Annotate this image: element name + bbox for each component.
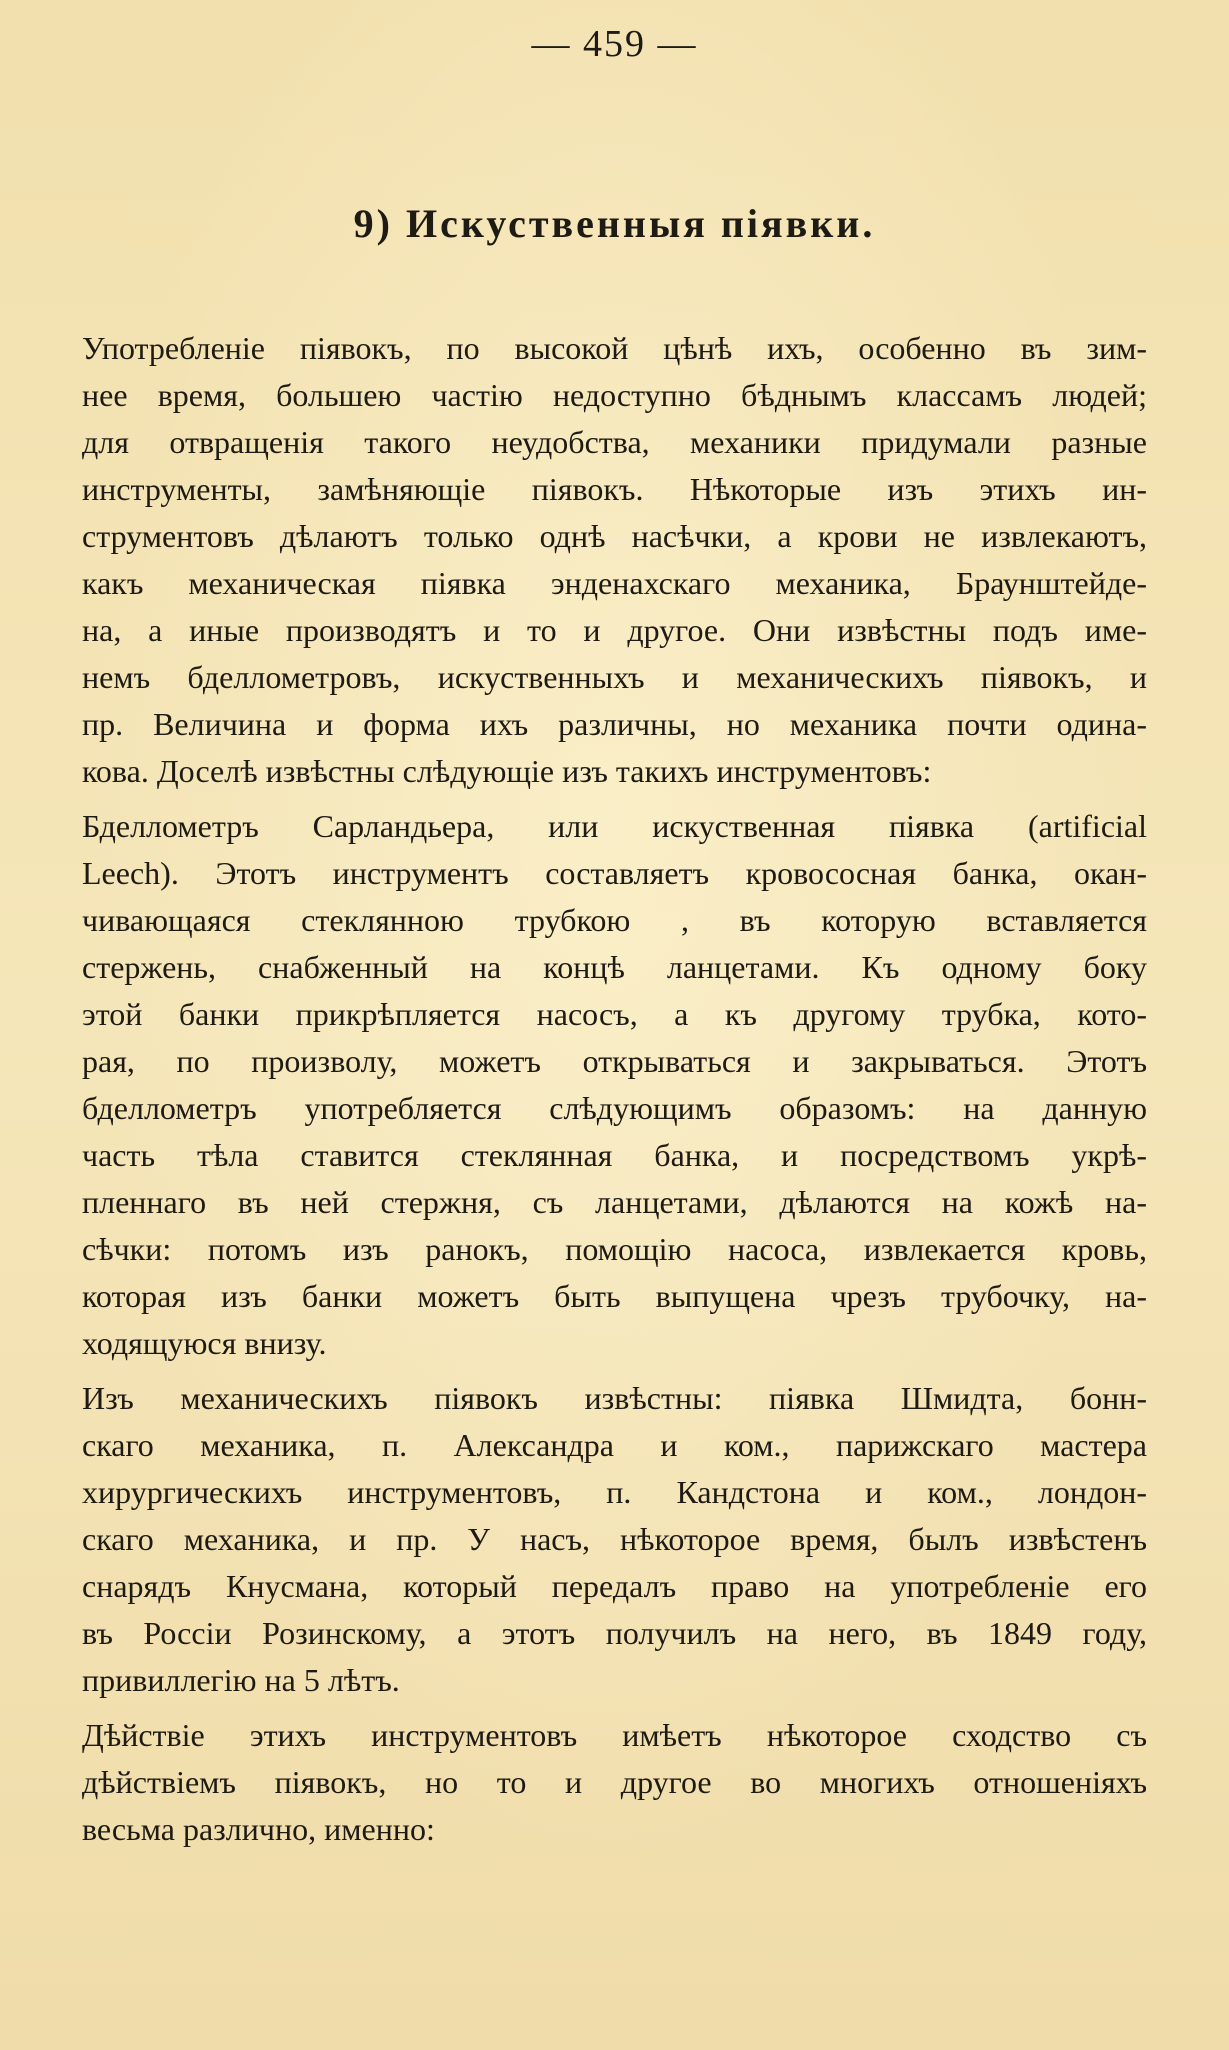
text-line: сѣчки: потомъ изъ ранокъ, помощію насоса, извлекается кровь, xyxy=(82,1231,1147,1267)
body-text xyxy=(82,325,1147,1853)
text-line: для отвращенія такого неудобства, механики придумали разные xyxy=(82,424,1147,460)
text-line: стержень, снабженный на концѣ ланцетами. Къ одному боку xyxy=(82,949,1147,985)
text-line: нее время, большею частію недоступно бѣднымъ классамъ людей; xyxy=(82,377,1147,413)
text-line: привиллегію на 5 лѣтъ. xyxy=(82,1662,400,1698)
text-line: рая, по произволу, можетъ открываться и закрываться. Этотъ xyxy=(82,1043,1147,1079)
text-line: ходящуюся внизу. xyxy=(82,1325,327,1361)
text-line: какъ механическая піявка энденахскаго механика, Браунштейде- xyxy=(82,565,1147,601)
text-line: часть тѣла ставится стеклянная банка, и посредствомъ укрѣ- xyxy=(82,1137,1147,1173)
paragraph-mechanical-leeches xyxy=(82,1375,1147,1704)
text-line: немъ бделлометровъ, искуственныхъ и механическихъ піявокъ, и xyxy=(82,659,1147,695)
page-number: — 459 — xyxy=(531,23,698,65)
section-heading: 9) Искуственныя піявки. xyxy=(353,201,876,246)
text-line: Изъ механическихъ піявокъ извѣстны: піявка Шмидта, бонн- xyxy=(82,1380,1147,1416)
paragraph-action xyxy=(82,1712,1147,1853)
text-line: которая изъ банки можетъ быть выпущена чрезъ трубочку, на- xyxy=(82,1278,1147,1314)
text-line: инструменты, замѣняющіе піявокъ. Нѣкоторые изъ этихъ ин- xyxy=(82,471,1147,507)
text-line: Бделлометръ Сарландьера, или искуственная піявка (artificial xyxy=(82,808,1147,844)
text-line: пр. Величина и форма ихъ различны, но механика почти одина- xyxy=(82,706,1147,742)
paragraph-intro xyxy=(82,325,1147,795)
text-line: Leech). Этотъ инструментъ составляетъ кровососная банка, окан- xyxy=(82,855,1147,891)
text-line: чивающаяся стеклянною трубкою , въ которую вставляется xyxy=(82,902,1147,938)
text-line: дѣйствіемъ піявокъ, но то и другое во многихъ отношеніяхъ xyxy=(82,1764,1147,1800)
text-line: кова. Доселѣ извѣстны слѣдующіе изъ такихъ инструментовъ: xyxy=(82,753,932,789)
text-line: этой банки прикрѣпляется насосъ, а къ другому трубка, кото- xyxy=(82,996,1147,1032)
text-line: скаго механика, и пр. У насъ, нѣкоторое время, былъ извѣстенъ xyxy=(82,1521,1147,1557)
text-line: бделлометръ употребляется слѣдующимъ образомъ: на данную xyxy=(82,1090,1147,1126)
text-line: пленнаго въ ней стержня, съ ланцетами, дѣлаются на кожѣ на- xyxy=(82,1184,1147,1220)
text-line: скаго механика, п. Александра и ком., парижскаго мастера xyxy=(82,1427,1147,1463)
text-line: въ Россіи Розинскому, а этотъ получилъ на него, въ 1849 году, xyxy=(82,1615,1147,1651)
text-line: снарядъ Кнусмана, который передалъ право на употребленіе его xyxy=(82,1568,1147,1604)
text-line: весьма различно, именно: xyxy=(82,1811,435,1847)
text-line: Дѣйствіе этихъ инструментовъ имѣетъ нѣкоторое сходство съ xyxy=(82,1717,1147,1753)
text-line: струментовъ дѣлаютъ только однѣ насѣчки, а крови не извлекаютъ, xyxy=(82,518,1147,554)
text-line: хирургическихъ инструментовъ, п. Кандстона и ком., лондон- xyxy=(82,1474,1147,1510)
paragraph-sarlandiere xyxy=(82,803,1147,1367)
text-line: на, а иные производятъ и то и другое. Они извѣстны подъ име- xyxy=(82,612,1147,648)
text-line: Употребленіе піявокъ, по высокой цѣнѣ ихъ, особенно въ зим- xyxy=(82,330,1147,366)
